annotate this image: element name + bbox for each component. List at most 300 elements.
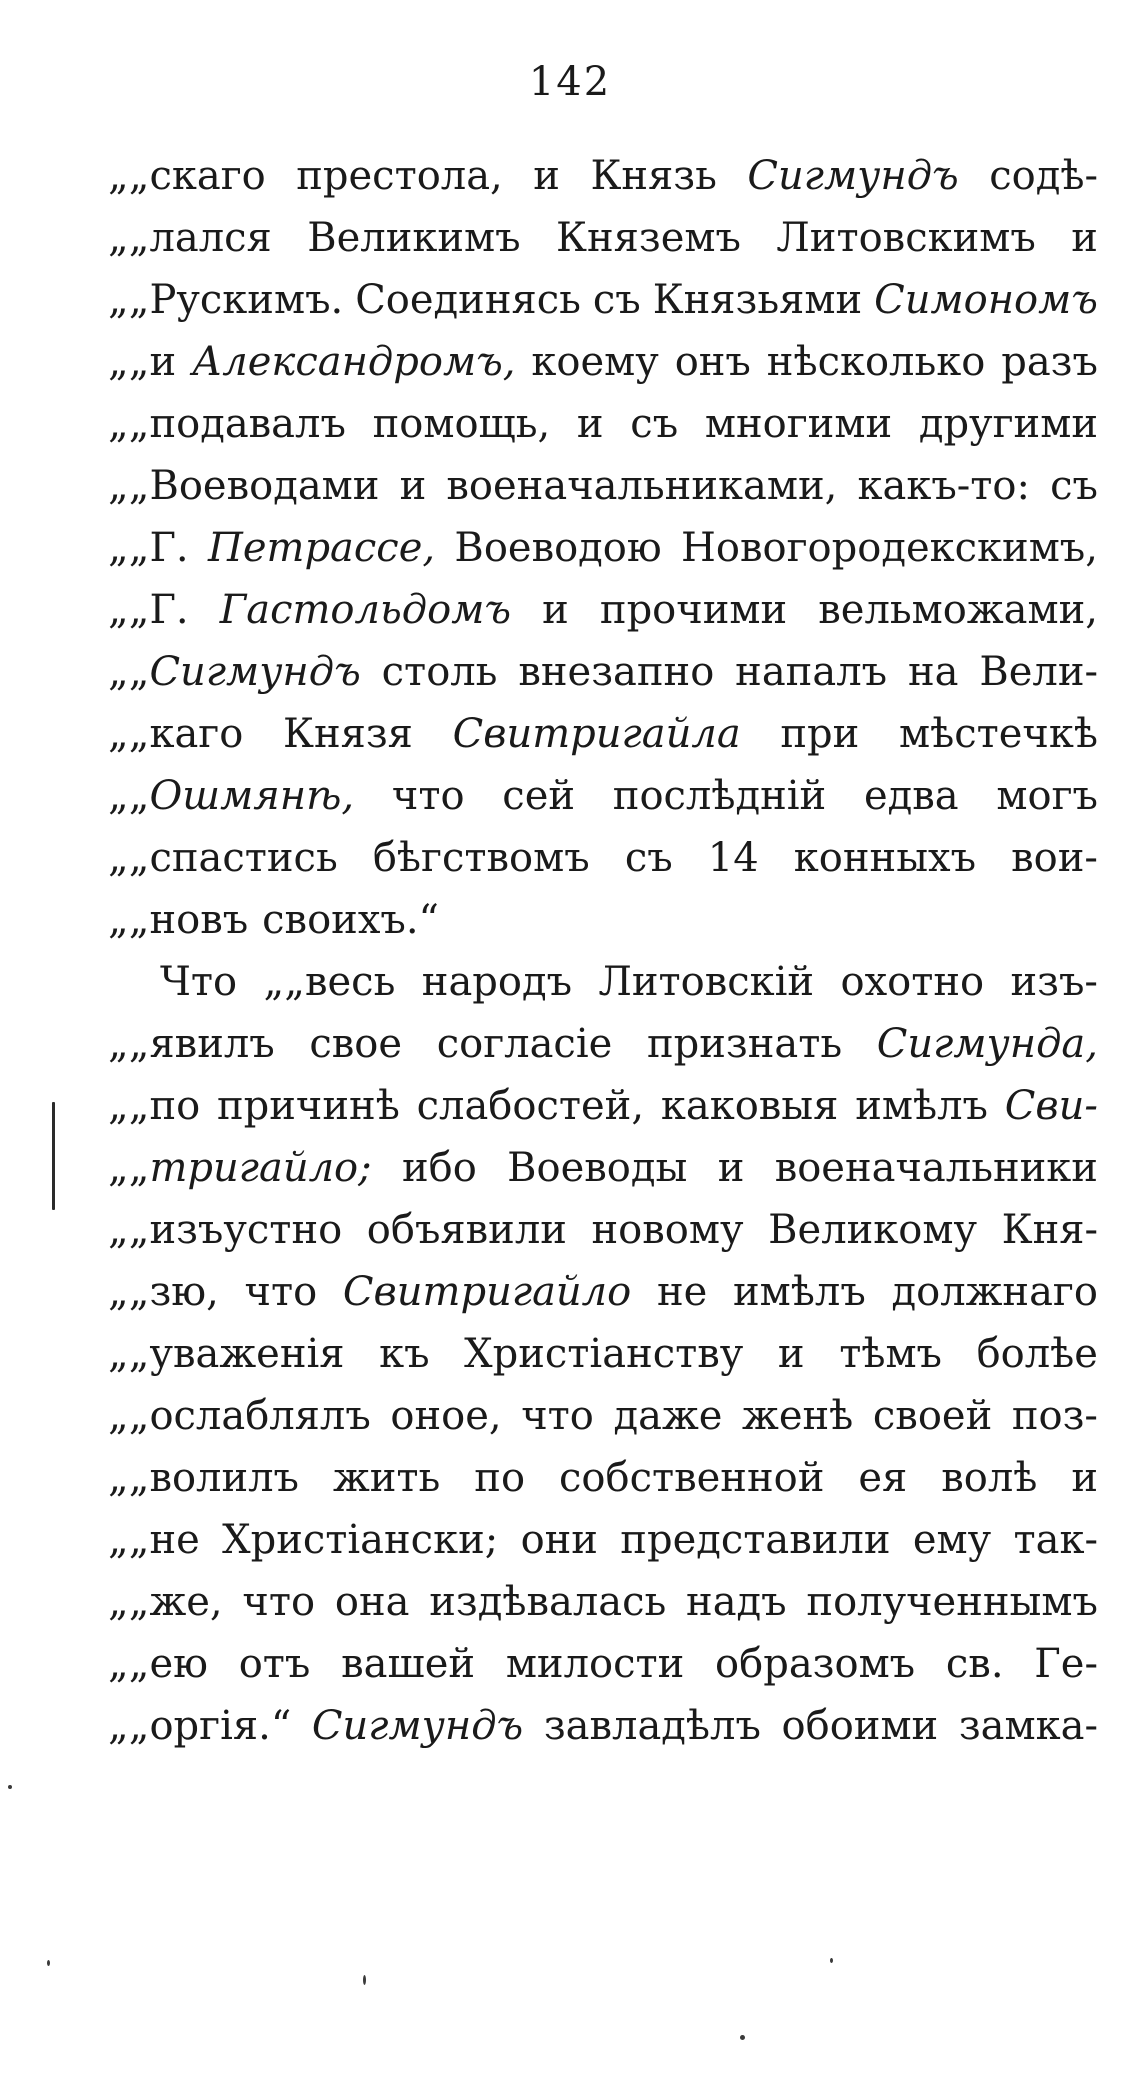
text: признать xyxy=(646,1021,843,1067)
text-word xyxy=(108,331,176,393)
italic-text: Сви- xyxy=(1004,1083,1098,1129)
text-word xyxy=(919,393,1098,455)
text: разъ xyxy=(1001,339,1098,385)
text-word xyxy=(382,641,498,703)
text: и xyxy=(1071,1455,1098,1501)
text: Кня- xyxy=(1001,1207,1098,1253)
italic-text: Сигмунда, xyxy=(876,1021,1098,1067)
text: имѣлъ xyxy=(855,1083,988,1129)
text-word xyxy=(1034,1633,1098,1695)
text-word xyxy=(747,145,958,207)
text-line xyxy=(108,765,1098,827)
text-word xyxy=(735,641,887,703)
text: Что xyxy=(160,959,238,1005)
text: слабостей, xyxy=(416,1083,645,1129)
text: имѣлъ xyxy=(733,1269,866,1315)
text-word xyxy=(590,145,716,207)
text: каковыя xyxy=(660,1083,839,1129)
text-line xyxy=(108,641,1098,703)
text-word xyxy=(464,1323,743,1385)
text-word xyxy=(556,207,741,269)
italic-text: тригайло; xyxy=(149,1145,372,1191)
text: „„изъустно xyxy=(108,1207,343,1253)
text-word xyxy=(647,1013,842,1075)
text-word xyxy=(343,1261,631,1323)
text-word xyxy=(1002,1199,1098,1261)
italic-text: Александромъ, xyxy=(192,339,516,385)
text-word xyxy=(341,1633,475,1695)
text: и xyxy=(717,1145,745,1191)
body-text xyxy=(108,145,1098,1757)
text: „„Воеводами xyxy=(108,463,380,509)
text-word xyxy=(989,145,1098,207)
text: новому xyxy=(591,1207,744,1253)
text: помощь, xyxy=(372,401,551,447)
text: „„скаго xyxy=(108,153,266,199)
text: женѣ xyxy=(742,1393,854,1439)
text-word xyxy=(108,641,361,703)
text-word xyxy=(1071,1447,1098,1509)
text-word xyxy=(283,703,413,765)
ink-speck xyxy=(830,1958,833,1963)
text: военачальниками, xyxy=(446,463,838,509)
text-line xyxy=(108,1261,1098,1323)
text-word xyxy=(379,1323,429,1385)
text: „„Г. xyxy=(108,525,189,571)
text: съ xyxy=(592,277,641,323)
text-word xyxy=(192,331,516,393)
text: „„лался xyxy=(108,215,272,261)
text-line xyxy=(108,1571,1098,1633)
text: охотно xyxy=(840,959,985,1005)
text-word xyxy=(506,1633,684,1695)
text-word xyxy=(544,1695,761,1757)
text: „„весь xyxy=(263,959,396,1005)
text: съ xyxy=(1050,463,1098,509)
text: бѣгствомъ xyxy=(372,835,590,881)
text: „„уваженія xyxy=(108,1331,345,1377)
text: замка- xyxy=(958,1703,1098,1749)
text-word xyxy=(312,1695,523,1757)
text-word xyxy=(858,1447,907,1509)
text: обоими xyxy=(781,1703,939,1749)
text: могъ xyxy=(996,773,1098,819)
text-word xyxy=(392,765,465,827)
text-word xyxy=(959,1695,1098,1757)
text: Христіанству xyxy=(464,1331,744,1377)
text: объявили xyxy=(366,1207,567,1253)
text-line xyxy=(108,579,1098,641)
text-word xyxy=(453,703,741,765)
text: „„явилъ xyxy=(108,1021,275,1067)
text-word xyxy=(600,579,787,641)
text: ибо xyxy=(401,1145,477,1191)
text: болѣе xyxy=(976,1331,1098,1377)
text-word xyxy=(502,765,575,827)
text-word xyxy=(533,145,560,207)
text: собственной xyxy=(559,1455,825,1501)
text-word xyxy=(108,765,354,827)
text-line xyxy=(108,1695,1098,1757)
text: согласіе xyxy=(436,1021,613,1067)
page-number: 142 xyxy=(528,59,612,105)
ink-speck xyxy=(8,1785,12,1789)
text-word xyxy=(613,1385,722,1447)
text: народъ xyxy=(421,959,573,1005)
text-word xyxy=(913,1509,991,1571)
text: тѣмъ xyxy=(839,1331,942,1377)
text-line xyxy=(108,269,1098,331)
text-word xyxy=(108,145,266,207)
text-word xyxy=(686,1571,787,1633)
text: своихъ.“ xyxy=(262,897,439,943)
text: Литовскимъ xyxy=(776,215,1036,261)
text: съ xyxy=(630,401,679,447)
text: Литовскій xyxy=(598,959,815,1005)
text: мѣстечкѣ xyxy=(898,711,1098,757)
text-word xyxy=(620,1509,890,1571)
text-word xyxy=(108,455,379,517)
text-line xyxy=(108,1199,1098,1261)
text: волѣ xyxy=(941,1455,1038,1501)
text-word xyxy=(108,579,189,641)
text-word xyxy=(1005,1075,1098,1137)
text-word xyxy=(222,1509,498,1571)
italic-text: Сигмундъ xyxy=(149,649,361,695)
text: нѣсколько xyxy=(766,339,986,385)
text: сей xyxy=(502,773,576,819)
text-word xyxy=(217,1075,400,1137)
text-word xyxy=(625,827,673,889)
text-word xyxy=(742,1385,853,1447)
text-word xyxy=(108,827,338,889)
text-word xyxy=(908,641,959,703)
text: „„оргія.“ xyxy=(108,1703,292,1749)
text-word xyxy=(108,1137,372,1199)
text-word xyxy=(373,393,551,455)
text: что xyxy=(244,1269,318,1315)
text: столь xyxy=(381,649,498,695)
text-word xyxy=(1001,331,1098,393)
text-word xyxy=(531,331,658,393)
italic-text: Свитригайла xyxy=(452,711,741,757)
text-word xyxy=(160,951,237,1013)
text: вельможами, xyxy=(818,587,1098,633)
text: они xyxy=(520,1517,598,1563)
text: коему xyxy=(531,339,659,385)
text-word xyxy=(1011,951,1098,1013)
text: онъ xyxy=(674,339,751,385)
text-word xyxy=(242,1571,315,1633)
text-line xyxy=(108,1447,1098,1509)
text: „„Рускимъ. xyxy=(108,277,344,323)
text-word xyxy=(892,1261,1098,1323)
text: содѣ- xyxy=(989,153,1098,199)
text: даже xyxy=(613,1393,723,1439)
text-word xyxy=(708,827,759,889)
italic-text: Свитригайло xyxy=(342,1269,632,1315)
text: что xyxy=(242,1579,316,1625)
text-word xyxy=(592,1199,744,1261)
text: Воеводы xyxy=(507,1145,688,1191)
text: „„спастись xyxy=(108,835,338,881)
text: она xyxy=(334,1579,410,1625)
text: ея xyxy=(858,1455,908,1501)
text-word xyxy=(417,1075,644,1137)
text-word xyxy=(333,1447,440,1509)
text-word xyxy=(675,331,751,393)
text-word xyxy=(108,1385,371,1447)
text-word xyxy=(806,1571,1098,1633)
text-word xyxy=(1050,455,1098,517)
text-word xyxy=(794,827,976,889)
margin-mark xyxy=(52,1102,55,1210)
text: и xyxy=(399,463,427,509)
text-word xyxy=(661,1075,839,1137)
text-word xyxy=(108,1199,342,1261)
text-word xyxy=(941,1447,1037,1509)
text-line xyxy=(108,1323,1098,1385)
text: Христіански; xyxy=(222,1517,499,1563)
text-word xyxy=(108,703,243,765)
text-word xyxy=(108,207,272,269)
text-word xyxy=(309,1013,402,1075)
text: не xyxy=(656,1269,708,1315)
text: къ xyxy=(379,1331,430,1377)
text: издѣвалась xyxy=(429,1579,667,1625)
text-word xyxy=(977,1323,1098,1385)
text-word xyxy=(262,889,439,951)
text-word xyxy=(1013,1509,1098,1571)
text: должнаго xyxy=(891,1269,1098,1315)
text: „„ею xyxy=(108,1641,208,1687)
text-word xyxy=(296,145,503,207)
text-word xyxy=(521,1385,594,1447)
text-word xyxy=(390,1385,501,1447)
text: жить xyxy=(332,1455,441,1501)
italic-text: Симономъ xyxy=(874,277,1098,323)
text-word xyxy=(775,1137,1098,1199)
text-word xyxy=(559,1447,824,1509)
text-word xyxy=(507,1137,687,1199)
text-word xyxy=(373,827,590,889)
text: на xyxy=(907,649,959,695)
text: съ xyxy=(624,835,673,881)
text-word xyxy=(264,951,396,1013)
italic-text: Гастольдомъ xyxy=(219,587,512,633)
text-word xyxy=(767,331,986,393)
text-word xyxy=(733,1261,866,1323)
text-word xyxy=(855,1075,988,1137)
ink-speck xyxy=(363,1975,366,1985)
text-line xyxy=(108,951,1098,1013)
text: другими xyxy=(918,401,1098,447)
text: напалъ xyxy=(735,649,888,695)
text: Князя xyxy=(283,711,413,757)
text: „„же, xyxy=(108,1579,223,1625)
text-word xyxy=(474,1447,525,1509)
text-word xyxy=(335,1571,410,1633)
text-word xyxy=(979,641,1098,703)
text-word xyxy=(718,1137,745,1199)
text-word xyxy=(367,1199,567,1261)
ink-speck xyxy=(740,2035,745,2040)
text: Воеводою xyxy=(454,525,662,571)
text-word xyxy=(613,765,826,827)
text: Великимъ xyxy=(307,215,521,261)
text-word xyxy=(946,1633,1004,1695)
text: Великому xyxy=(768,1207,977,1253)
text-line xyxy=(108,1385,1098,1447)
text-word xyxy=(653,269,862,331)
text: Княземъ xyxy=(556,215,741,261)
text-word xyxy=(454,517,661,579)
text: внезапно xyxy=(518,649,715,695)
text: причинѣ xyxy=(217,1083,400,1129)
text-word xyxy=(402,1137,477,1199)
text: прочими xyxy=(599,587,788,633)
text-word xyxy=(705,393,892,455)
text-word xyxy=(864,765,959,827)
text: „„ослаблялъ xyxy=(108,1393,371,1439)
text: что xyxy=(391,773,465,819)
text: и xyxy=(1071,215,1098,261)
text-line xyxy=(108,827,1098,889)
text: отъ xyxy=(238,1641,311,1687)
text-word xyxy=(437,1013,613,1075)
text: „„ xyxy=(108,649,150,695)
text: „„каго xyxy=(108,711,244,757)
text-word xyxy=(1011,827,1098,889)
text: и xyxy=(576,401,604,447)
ink-speck xyxy=(47,1960,50,1966)
text: вои- xyxy=(1011,835,1098,881)
text: „„подавалъ xyxy=(108,401,346,447)
text: поз- xyxy=(1011,1393,1098,1439)
text-word xyxy=(857,455,1030,517)
text: „„ xyxy=(108,773,150,819)
text-line xyxy=(108,517,1098,579)
text-word xyxy=(818,579,1098,641)
text: представили xyxy=(620,1517,891,1563)
text: Соединясь xyxy=(355,277,581,323)
text-word xyxy=(839,1323,942,1385)
text-word xyxy=(108,1075,200,1137)
text-line xyxy=(108,207,1098,269)
text: полученнымъ xyxy=(806,1579,1098,1625)
text-word xyxy=(429,1571,666,1633)
text-word xyxy=(355,269,581,331)
text: Ге- xyxy=(1034,1641,1098,1687)
text-word xyxy=(657,1261,707,1323)
text: „„ xyxy=(108,1145,150,1191)
text-line xyxy=(108,455,1098,517)
text: милости xyxy=(505,1641,685,1687)
text-line xyxy=(108,393,1098,455)
italic-text: Сигмундъ xyxy=(747,153,959,199)
text-word xyxy=(630,393,678,455)
italic-text: Сигмундъ xyxy=(311,1703,524,1749)
text-word xyxy=(593,269,641,331)
text: многими xyxy=(704,401,893,447)
text: и xyxy=(542,587,569,633)
text: ему xyxy=(912,1517,992,1563)
text-word xyxy=(681,517,1098,579)
text: свое xyxy=(309,1021,403,1067)
text-word xyxy=(768,1199,977,1261)
text: „„новъ xyxy=(108,897,249,943)
text: при xyxy=(780,711,860,757)
text-word xyxy=(874,269,1098,331)
text: надъ xyxy=(686,1579,787,1625)
text: послѣдній xyxy=(612,773,827,819)
text-line xyxy=(108,1509,1098,1571)
text-word xyxy=(108,393,346,455)
text: что xyxy=(521,1393,594,1439)
text: так- xyxy=(1013,1517,1098,1563)
text: образомъ xyxy=(715,1641,916,1687)
text: 14 xyxy=(707,835,759,881)
text-word xyxy=(577,393,604,455)
text: оное, xyxy=(390,1393,502,1439)
text-word xyxy=(108,1509,200,1571)
text: своей xyxy=(872,1393,993,1439)
text-word xyxy=(782,1695,939,1757)
text-word xyxy=(518,641,714,703)
text-word xyxy=(598,951,814,1013)
text-word xyxy=(776,207,1035,269)
text: военачальники xyxy=(774,1145,1098,1191)
text-word xyxy=(108,269,343,331)
text-word xyxy=(108,1261,219,1323)
text-line xyxy=(108,145,1098,207)
text-line xyxy=(108,1633,1098,1695)
text-word xyxy=(1071,207,1098,269)
text: и xyxy=(777,1331,805,1377)
text: и xyxy=(533,153,560,199)
text-word xyxy=(899,703,1098,765)
italic-text: Ошмянѣ, xyxy=(149,773,355,819)
text: Вели- xyxy=(979,649,1098,695)
text-line xyxy=(108,1137,1098,1199)
text-word xyxy=(108,517,189,579)
text-word xyxy=(108,1323,345,1385)
italic-text: Петрассе, xyxy=(207,525,436,571)
text-word xyxy=(715,1633,915,1695)
text: св. xyxy=(945,1641,1004,1687)
text-line xyxy=(108,1013,1098,1075)
text: какъ-то: xyxy=(857,463,1030,509)
text-word xyxy=(239,1633,311,1695)
text-word xyxy=(1012,1385,1098,1447)
text: конныхъ xyxy=(793,835,977,881)
text-word xyxy=(220,579,511,641)
text-word xyxy=(542,579,569,641)
text-word xyxy=(108,1447,299,1509)
text-word xyxy=(108,889,248,951)
text: „„и xyxy=(108,339,177,385)
text: престола, xyxy=(296,153,503,199)
text-word xyxy=(841,951,985,1013)
text-word xyxy=(422,951,572,1013)
text-line xyxy=(108,703,1098,765)
text: завладѣлъ xyxy=(543,1703,761,1749)
text: едва xyxy=(863,773,959,819)
text: „„Г. xyxy=(108,587,189,633)
text-word xyxy=(108,1013,275,1075)
text: по xyxy=(474,1455,526,1501)
text: Князьями xyxy=(652,277,863,323)
